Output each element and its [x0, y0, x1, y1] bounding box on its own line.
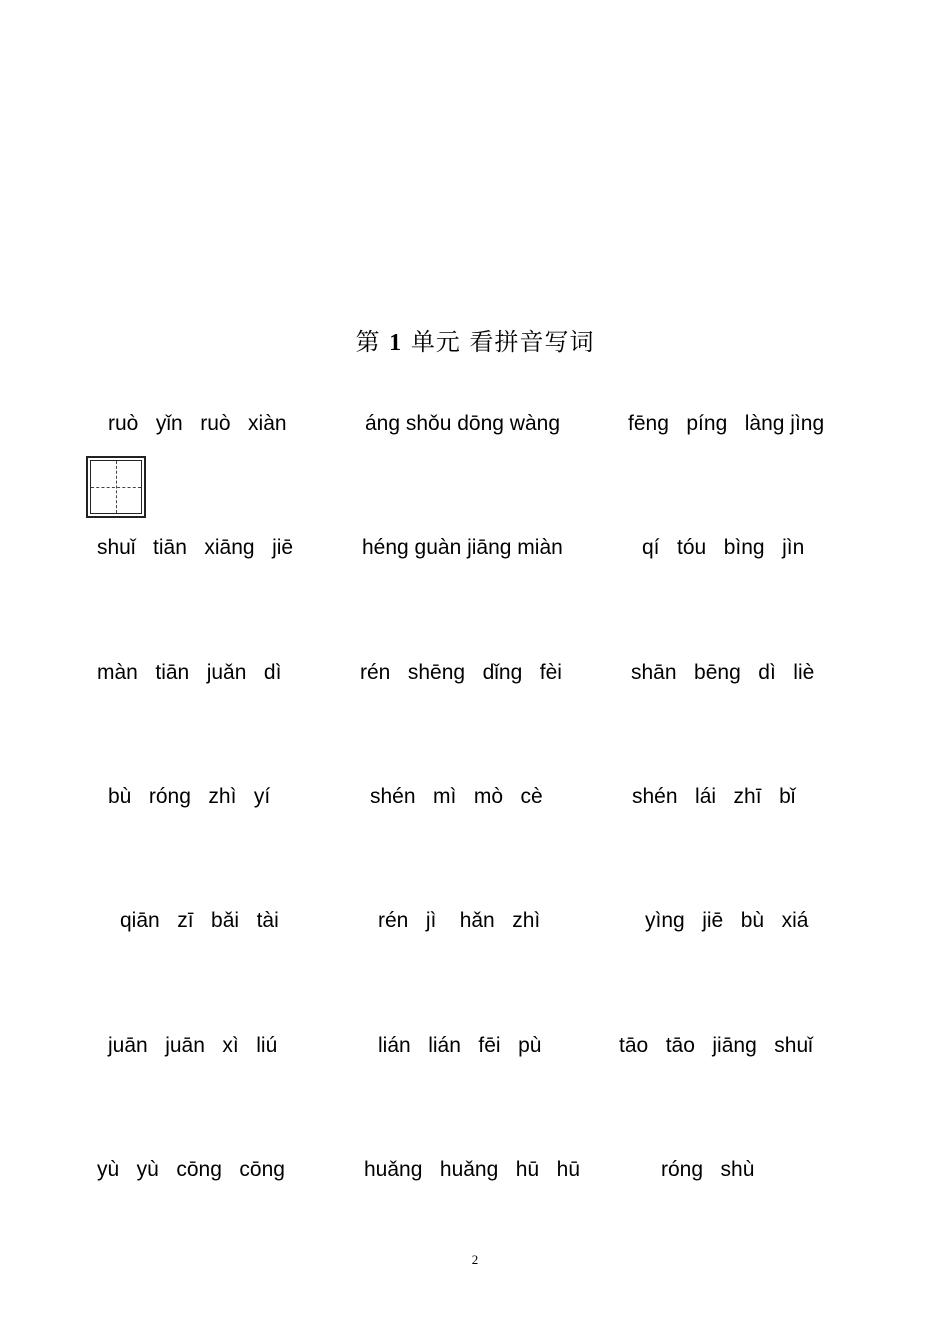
- tianzige-vertical-guide: [116, 461, 117, 513]
- pinyin-group: shān bēng dì liè: [631, 661, 815, 684]
- pinyin-group: tāo tāo jiāng shuǐ: [619, 1034, 813, 1057]
- pinyin-group: qiān zī bǎi tài: [120, 909, 279, 932]
- pinyin-group: rén shēng dǐng fèi: [360, 661, 562, 684]
- pinyin-group: rén jì hǎn zhì: [378, 909, 541, 932]
- pinyin-group: shuǐ tiān xiāng jiē: [97, 536, 294, 559]
- title-prefix: 第: [355, 328, 381, 356]
- pinyin-group: huǎng huǎng hū hū: [364, 1158, 581, 1181]
- pinyin-group: lián lián fēi pù: [378, 1034, 542, 1057]
- pinyin-group: yù yù cōng cōng: [97, 1158, 285, 1181]
- pinyin-group: qí tóu bìng jìn: [642, 536, 805, 559]
- pinyin-group: shén mì mò cè: [370, 785, 543, 808]
- title-unit-number: 1: [389, 330, 403, 356]
- page-title: [0, 322, 950, 357]
- pinyin-group: màn tiān juǎn dì: [97, 661, 282, 684]
- tianzige-writing-box: [86, 456, 146, 518]
- pinyin-group: shén lái zhī bǐ: [632, 785, 796, 808]
- page-number: 2: [471, 1252, 479, 1267]
- pinyin-group: yìng jiē bù xiá: [645, 909, 809, 932]
- pinyin-group: héng guàn jiāng miàn: [362, 536, 563, 559]
- title-text: 单元 看拼音写词: [410, 328, 595, 356]
- tianzige-inner-border: [90, 460, 142, 514]
- pinyin-group: fēng píng làng jìng: [628, 412, 825, 435]
- pinyin-group: bù róng zhì yí: [108, 785, 271, 808]
- pinyin-group: ruò yǐn ruò xiàn: [108, 412, 287, 435]
- pinyin-group: juān juān xì liú: [108, 1034, 278, 1057]
- pinyin-group: áng shǒu dōng wàng: [365, 412, 560, 435]
- pinyin-group: róng shù: [661, 1158, 755, 1181]
